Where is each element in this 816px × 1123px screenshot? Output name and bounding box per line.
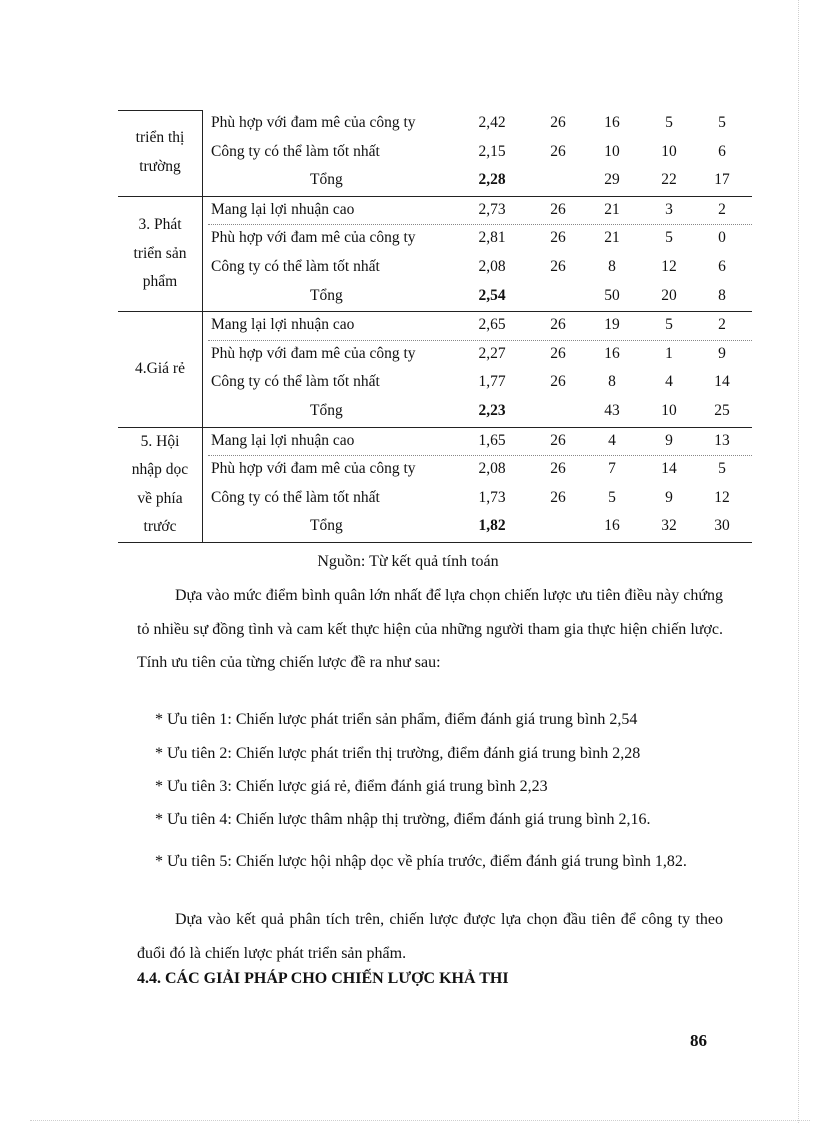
priority-item-2: * Ưu tiên 2: Chiến lược phát triển thị trường, điểm đánh giá trung bình 2,28 — [155, 745, 641, 762]
criterion-cell: Phù hợp với đam mê của công ty — [211, 460, 416, 478]
score-count-cell: 5 — [665, 229, 673, 247]
total-count-cell: 16 — [604, 517, 620, 535]
section-heading: 4.4. CÁC GIẢI PHÁP CHO CHIẾN LƯỢC KHẢ THI — [137, 970, 509, 987]
total-average-cell: 2,54 — [478, 286, 506, 304]
average-score-cell: 2,65 — [478, 316, 506, 334]
total-count-cell: 25 — [714, 401, 730, 419]
score-count-cell: 9 — [718, 344, 726, 362]
score-count-cell: 19 — [604, 316, 620, 334]
total-count-cell: 43 — [604, 401, 620, 419]
criterion-cell: Mang lại lợi nhuận cao — [211, 316, 355, 334]
strategy-category-line: trường — [139, 157, 181, 175]
respondents-cell: 26 — [550, 460, 566, 478]
score-count-cell: 21 — [604, 229, 620, 247]
table-total-row — [118, 513, 752, 542]
score-count-cell: 13 — [714, 431, 730, 449]
table-group — [118, 311, 752, 426]
table-row — [118, 485, 752, 514]
page-number: 86 — [690, 1031, 707, 1050]
priority-item-3: * Ưu tiên 3: Chiến lược giá rẻ, điểm đánh giá trung bình 2,23 — [155, 778, 548, 795]
total-average-cell: 2,28 — [478, 171, 506, 189]
average-score-cell: 1,77 — [478, 373, 506, 391]
strategy-category-line: trước — [143, 518, 177, 536]
average-score-cell: 2,15 — [478, 142, 506, 160]
strategy-evaluation-table — [118, 110, 752, 543]
score-count-cell: 5 — [718, 114, 726, 131]
respondents-cell: 26 — [550, 488, 566, 506]
criterion-cell: Phù hợp với đam mê của công ty — [211, 229, 416, 247]
table-row — [118, 254, 752, 283]
average-score-cell: 2,81 — [478, 229, 506, 247]
strategy-category-line: triển thị — [135, 129, 185, 147]
score-count-cell: 6 — [718, 142, 726, 160]
strategy-category-line: 4.Giá rẻ — [135, 360, 185, 378]
score-count-cell: 5 — [665, 114, 673, 131]
table-row — [118, 456, 752, 485]
score-count-cell: 10 — [661, 142, 677, 160]
table-source-note: Nguồn: Từ kết quả tính toán — [317, 553, 499, 570]
average-score-cell: 2,42 — [478, 114, 506, 131]
table-group — [118, 196, 752, 311]
strategy-category-line: nhập dọc — [131, 461, 189, 479]
table-total-row — [118, 167, 752, 196]
score-count-cell: 4 — [608, 431, 616, 449]
respondents-cell: 26 — [550, 142, 566, 160]
table-row — [118, 139, 752, 168]
average-score-cell: 2,08 — [478, 460, 506, 478]
score-count-cell: 21 — [604, 200, 620, 218]
criterion-cell: Phù hợp với đam mê của công ty — [211, 344, 416, 362]
criterion-cell: Công ty có thể làm tốt nhất — [211, 142, 380, 160]
table-row — [118, 369, 752, 398]
priority-item-5: * Ưu tiên 5: Chiến lược hội nhập dọc về phía trước, điểm đánh giá trung bình 1,82. — [155, 853, 687, 870]
strategy-category-line: triển sản — [133, 244, 187, 262]
score-count-cell: 2 — [718, 200, 726, 218]
score-count-cell: 9 — [665, 488, 673, 506]
table-group — [118, 110, 752, 196]
paragraph-conclusion: Dựa vào kết quả phân tích trên, chiến lược được lựa chọn đầu tiên để công ty theo đuổi đó là chiến lược phát triển sản phẩm. — [137, 911, 723, 962]
total-label-cell: Tổng — [310, 171, 343, 189]
score-count-cell: 14 — [714, 373, 730, 391]
strategy-category-line: 3. Phát — [138, 216, 182, 234]
score-count-cell: 10 — [604, 142, 620, 160]
total-count-cell: 50 — [604, 286, 620, 304]
score-count-cell: 5 — [608, 488, 616, 506]
score-count-cell: 8 — [608, 373, 616, 391]
table-row — [118, 341, 752, 370]
score-count-cell: 4 — [665, 373, 673, 391]
table-total-row — [118, 398, 752, 427]
criterion-cell: Mang lại lợi nhuận cao — [211, 200, 355, 218]
respondents-cell: 26 — [550, 229, 566, 247]
score-count-cell: 2 — [718, 316, 726, 334]
strategy-category-line: 5. Hội — [140, 432, 180, 450]
total-count-cell: 8 — [718, 286, 726, 304]
score-count-cell: 12 — [661, 257, 677, 275]
score-count-cell: 1 — [665, 344, 673, 362]
score-count-cell: 5 — [718, 460, 726, 478]
score-count-cell: 5 — [665, 316, 673, 334]
total-count-cell: 17 — [714, 171, 730, 189]
table-total-row — [118, 283, 752, 312]
criterion-cell: Công ty có thể làm tốt nhất — [211, 257, 380, 275]
strategy-category-line: về phía — [137, 489, 183, 507]
table-row — [118, 428, 752, 457]
score-count-cell: 7 — [608, 460, 616, 478]
score-count-cell: 12 — [714, 488, 730, 506]
total-count-cell: 22 — [661, 171, 677, 189]
average-score-cell: 2,73 — [478, 200, 506, 218]
respondents-cell: 26 — [550, 373, 566, 391]
table-row — [118, 197, 752, 226]
respondents-cell: 26 — [550, 431, 566, 449]
respondents-cell: 26 — [550, 114, 566, 131]
page-bottom-rule — [30, 1120, 810, 1121]
total-count-cell: 32 — [661, 517, 677, 535]
total-count-cell: 10 — [661, 401, 677, 419]
total-label-cell: Tổng — [310, 286, 343, 304]
total-label-cell: Tổng — [310, 401, 343, 419]
score-count-cell: 14 — [661, 460, 677, 478]
table-row — [118, 110, 752, 139]
score-count-cell: 3 — [665, 200, 673, 218]
total-count-cell: 29 — [604, 171, 620, 189]
average-score-cell: 1,65 — [478, 431, 506, 449]
average-score-cell: 2,08 — [478, 257, 506, 275]
total-average-cell: 1,82 — [478, 517, 506, 535]
table-row — [118, 225, 752, 254]
respondents-cell: 26 — [550, 200, 566, 218]
priority-item-4: * Ưu tiên 4: Chiến lược thâm nhập thị trường, điểm đánh giá trung bình 2,16. — [155, 811, 651, 828]
total-count-cell: 20 — [661, 286, 677, 304]
respondents-cell: 26 — [550, 344, 566, 362]
score-count-cell: 16 — [604, 344, 620, 362]
average-score-cell: 1,73 — [478, 488, 506, 506]
criterion-cell: Phù hợp với đam mê của công ty — [211, 114, 416, 131]
criterion-cell: Công ty có thể làm tốt nhất — [211, 488, 380, 506]
paragraph-priority-intro: Dựa vào mức điểm bình quân lớn nhất để lựa chọn chiến lược ưu tiên điều này chứng tỏ nhiều sự đồng tình và cam kết thực hiện của những người tham gia thực hiện chiến lược. Tính ưu tiên của từng chiến lược đề ra như sau: — [137, 587, 723, 671]
total-count-cell: 30 — [714, 517, 730, 535]
table-group — [118, 427, 752, 543]
score-count-cell: 8 — [608, 257, 616, 275]
criterion-cell: Công ty có thể làm tốt nhất — [211, 373, 380, 391]
average-score-cell: 2,27 — [478, 344, 506, 362]
priority-item-1: * Ưu tiên 1: Chiến lược phát triển sản phẩm, điểm đánh giá trung bình 2,54 — [155, 711, 638, 728]
respondents-cell: 26 — [550, 316, 566, 334]
score-count-cell: 16 — [604, 114, 620, 131]
total-average-cell: 2,23 — [478, 401, 506, 419]
score-count-cell: 9 — [665, 431, 673, 449]
strategy-category-line: phẩm — [142, 273, 178, 291]
score-count-cell: 6 — [718, 257, 726, 275]
total-label-cell: Tổng — [310, 517, 343, 535]
criterion-cell: Mang lại lợi nhuận cao — [211, 431, 355, 449]
score-count-cell: 0 — [718, 229, 726, 247]
table-row — [118, 312, 752, 341]
respondents-cell: 26 — [550, 257, 566, 275]
